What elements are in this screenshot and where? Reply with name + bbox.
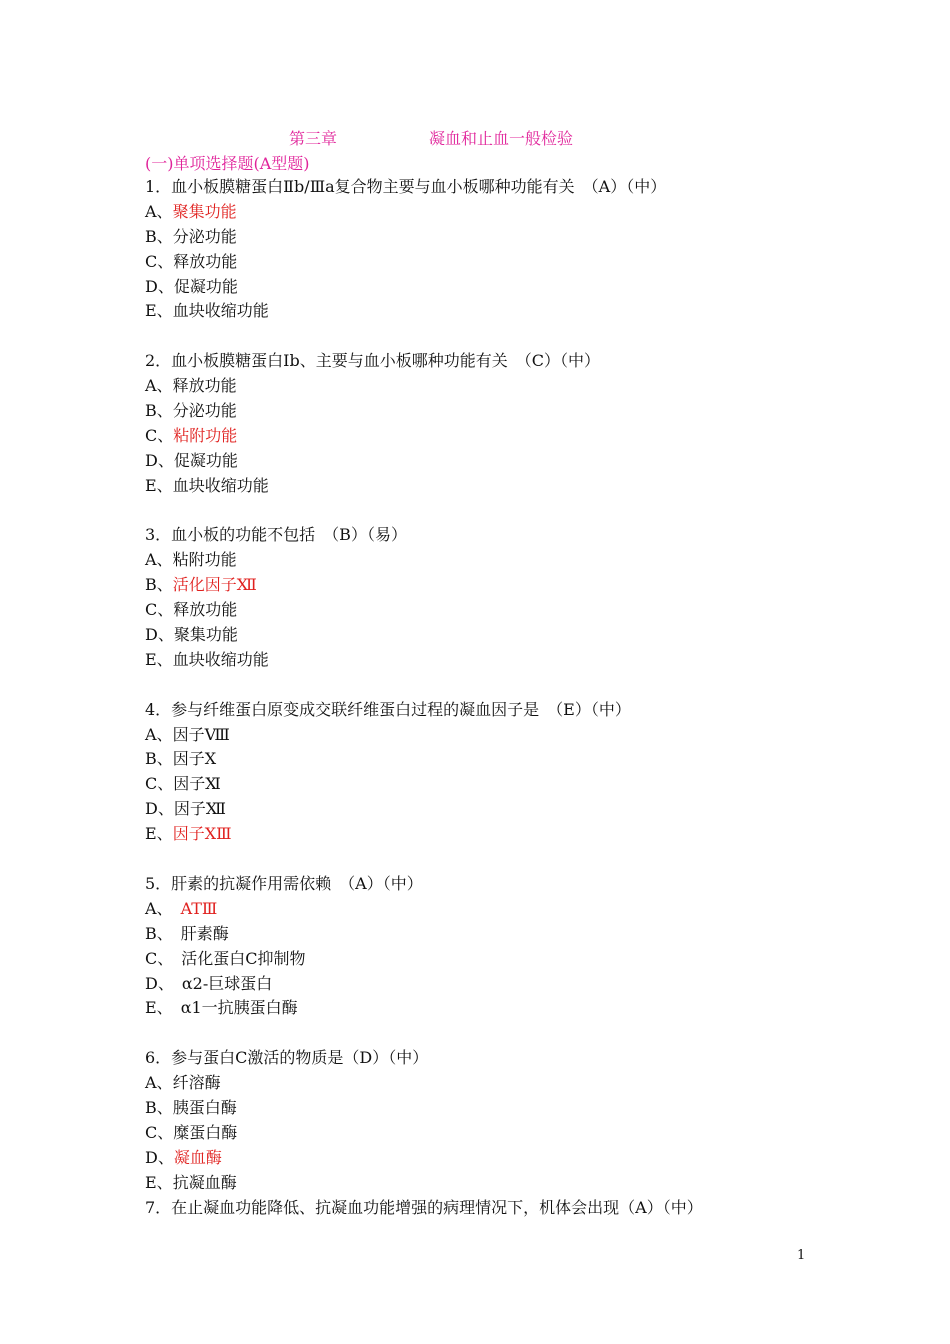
option-prefix: A、 — [145, 724, 173, 744]
option-text: 抗凝血酶 — [172, 1172, 237, 1192]
option-prefix: C、 — [145, 425, 174, 445]
option-text: 血块收缩功能 — [172, 649, 269, 669]
option-prefix: B、 — [145, 749, 173, 769]
option-text: 促凝功能 — [173, 450, 238, 470]
answer-option — [145, 1096, 703, 1121]
question-list — [145, 175, 703, 1220]
answer-option — [145, 747, 703, 772]
option-prefix: C、 — [145, 251, 174, 271]
option-text: 聚集功能 — [173, 625, 238, 645]
chapter-title: 凝血和止血一般检验 — [429, 129, 574, 148]
answer-option — [145, 449, 703, 474]
option-text: α2-巨球蛋白 — [181, 973, 273, 993]
question-stem: 1．血小板膜糖蛋白Ⅱb/Ⅲa复合物主要与血小板哪种功能有关 （A）（中） — [145, 177, 667, 196]
option-prefix: A、 — [145, 550, 173, 570]
answer-option — [145, 399, 703, 424]
answer-option — [145, 1171, 703, 1196]
answer-option — [145, 996, 703, 1021]
answer-option — [145, 922, 703, 947]
option-prefix: B、 — [145, 923, 181, 943]
option-text: 血块收缩功能 — [172, 475, 269, 495]
option-prefix: A、 — [145, 376, 173, 396]
blank-line — [145, 1021, 703, 1046]
option-prefix: D、 — [145, 973, 182, 993]
option-text: 胰蛋白酶 — [172, 1097, 237, 1117]
question-stem: 7．在止凝血功能降低、抗凝血功能增强的病理情况下，机体会出现（A）（中） — [145, 1197, 703, 1217]
answer-option — [145, 1121, 703, 1146]
answer-option — [145, 474, 703, 499]
answer-option — [145, 573, 703, 598]
correct-option-text: 凝血酶 — [173, 1147, 222, 1167]
option-text: 因子Ⅷ — [172, 724, 230, 744]
option-prefix: D、 — [145, 799, 174, 819]
option-text: 分泌功能 — [172, 401, 237, 421]
option-text: 因子Ⅺ — [173, 774, 221, 794]
answer-option — [145, 897, 703, 922]
answer-option — [145, 972, 703, 997]
question-stem: 4．参与纤维蛋白原变成交联纤维蛋白过程的凝血因子是 （E）（中） — [145, 699, 631, 719]
answer-option — [145, 299, 703, 324]
chapter-number: 第三章 — [289, 129, 338, 148]
option-text: 肝素酶 — [180, 923, 229, 943]
question-stem: 2．血小板膜糖蛋白Ib、主要与血小板哪种功能有关 （C）（中） — [145, 351, 600, 371]
answer-option — [145, 772, 703, 797]
correct-option-text: 聚集功能 — [172, 201, 237, 221]
option-prefix: D、 — [145, 1147, 174, 1167]
option-prefix: C、 — [145, 948, 182, 968]
answer-option — [145, 822, 703, 847]
option-text: 糜蛋白酶 — [173, 1122, 238, 1142]
option-prefix: C、 — [145, 1122, 174, 1142]
answer-option — [145, 275, 703, 300]
answer-option — [145, 947, 703, 972]
answer-option — [145, 1146, 703, 1171]
option-text: 活化蛋白C抑制物 — [181, 948, 306, 968]
answer-option — [145, 374, 703, 399]
option-text: α1一抗胰蛋白酶 — [180, 998, 298, 1018]
answer-option — [145, 250, 703, 275]
option-prefix: E、 — [145, 1172, 173, 1192]
answer-option — [145, 1071, 703, 1096]
question-stem: 5．肝素的抗凝作用需依赖 （A）（中） — [145, 873, 423, 893]
option-prefix: B、 — [145, 401, 173, 421]
answer-option — [145, 598, 703, 623]
option-prefix: D、 — [145, 625, 174, 645]
option-text: 纤溶酶 — [172, 1073, 221, 1093]
correct-option-text: 因子XⅢ — [172, 824, 232, 844]
option-text: 因子X — [172, 749, 217, 769]
option-prefix: D、 — [145, 450, 174, 470]
option-prefix: E、 — [145, 649, 173, 669]
blank-line — [145, 499, 703, 524]
answer-option — [145, 200, 703, 225]
question-stem: 6．参与蛋白C激活的物质是（D）（中） — [145, 1048, 429, 1068]
chapter-heading — [289, 126, 573, 149]
option-text: 分泌功能 — [172, 226, 237, 246]
section-title: (一)单项选择题(A型题) — [145, 154, 310, 173]
blank-line — [145, 847, 703, 872]
answer-option — [145, 225, 703, 250]
option-text: 血块收缩功能 — [172, 301, 269, 321]
blank-line — [145, 324, 703, 349]
option-prefix: B、 — [145, 1097, 173, 1117]
page-number: 1 — [797, 1248, 806, 1263]
option-prefix: E、 — [145, 301, 173, 321]
option-text: 释放功能 — [173, 251, 238, 271]
correct-option-text: 粘附功能 — [173, 425, 238, 445]
option-text: 粘附功能 — [172, 550, 237, 570]
blank-line — [145, 673, 703, 698]
option-prefix: C、 — [145, 600, 174, 620]
option-prefix: E、 — [145, 998, 181, 1018]
option-prefix: B、 — [145, 575, 173, 595]
option-prefix: B、 — [145, 226, 173, 246]
question-stem: 3．血小板的功能不包括 （B）（易） — [145, 525, 407, 545]
option-prefix: C、 — [145, 774, 174, 794]
option-text: 因子Ⅻ — [173, 799, 226, 819]
answer-option — [145, 797, 703, 822]
option-prefix: A、 — [145, 898, 181, 918]
option-text: 释放功能 — [172, 376, 237, 396]
option-prefix: E、 — [145, 475, 173, 495]
correct-option-text: 活化因子Ⅻ — [172, 575, 257, 595]
option-text: 促凝功能 — [173, 276, 238, 296]
answer-option — [145, 623, 703, 648]
answer-option — [145, 424, 703, 449]
answer-option — [145, 723, 703, 748]
option-prefix: A、 — [145, 1073, 173, 1093]
option-text: 释放功能 — [173, 600, 238, 620]
option-prefix: D、 — [145, 276, 174, 296]
answer-option — [145, 648, 703, 673]
option-prefix: E、 — [145, 824, 173, 844]
option-prefix: A、 — [145, 201, 173, 221]
correct-option-text: ATⅢ — [180, 898, 218, 918]
answer-option — [145, 548, 703, 573]
